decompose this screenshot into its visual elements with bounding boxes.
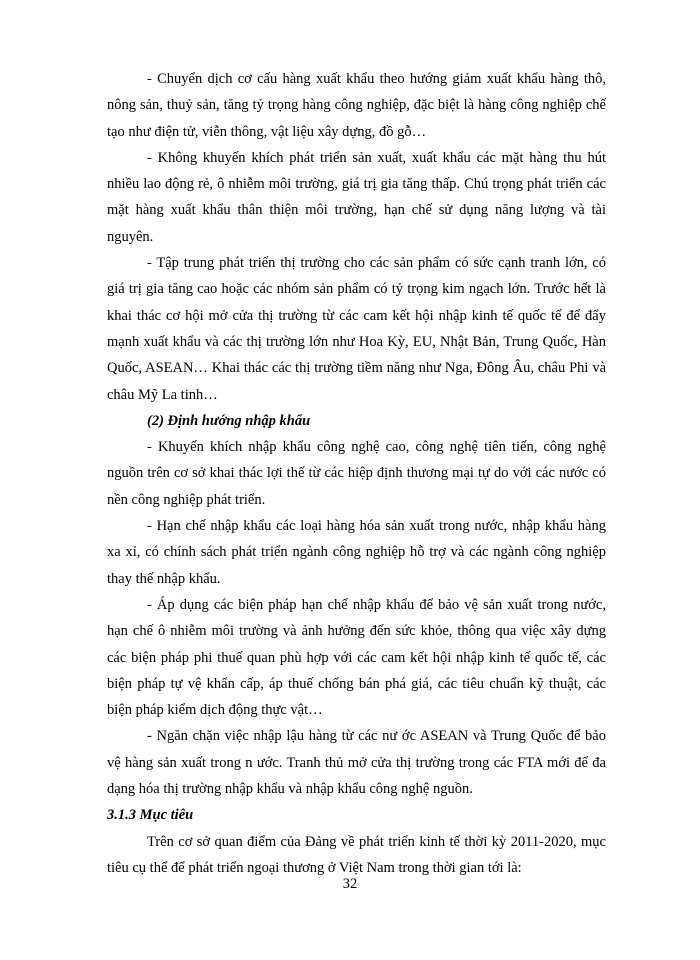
page-body <box>107 66 606 881</box>
import-bullet-3: - Áp dụng các biện pháp hạn chế nhập khẩu để bảo vệ sản xuất trong nước, hạn chế ô nhiễm môi trường và ảnh hưởng đến sức khỏe, thông qua việc xây dựng các biện pháp phi thuế quan phù hợp với các cam kết hội nhập kinh tế quốc tế, các biện pháp tự vệ khẩn cấp, áp thuế chống bán phá giá, các tiêu chuẩn kỹ thuật, các biện pháp kiểm dịch động thực vật… <box>107 596 606 719</box>
export-bullet-1: - Chuyển dịch cơ cấu hàng xuất khẩu theo hướng giảm xuất khẩu hàng thô, nông sản, thuỷ sản, tăng tỷ trọng hàng công nghiệp, đặc biệt là hàng công nghiệp chế tạo như điện tử, viễn thông, vật liệu xây dựng, đồ gỗ… <box>107 71 606 140</box>
import-bullet-2: - Hạn chế nhập khẩu các loại hàng hóa sản xuất trong nước, nhập khẩu hàng xa xỉ, có chính sách phát triển ngành công nghiệp hỗ trợ và các ngành công nghiệp thay thế nhập khẩu. <box>107 518 606 587</box>
section-intro: Trên cơ sở quan điểm của Đảng về phát triển kinh tế thời kỳ 2011-2020, mục tiêu cụ thể để phát triển ngoại thương ở Việt Nam trong thời gian tới là: <box>107 833 606 876</box>
export-bullet-3: - Tập trung phát triển thị trường cho các sản phẩm có sức cạnh tranh lớn, có giá trị gia tăng cao hoặc các nhóm sản phẩm có tỷ trọng kim ngạch lớn. Trước hết là khai thác cơ hội mở cửa thị trường từ các cam kết hội nhập kinh tế quốc tế để đẩy mạnh xuất khẩu và các thị trường lớn như Hoa Kỳ, EU, Nhật Bản, Trung Quốc, Hàn Quốc, ASEAN… Khai thác các thị trường tiềm năng như Nga, Đông Âu, châu Phi và châu Mỹ La tinh… <box>107 255 606 403</box>
page-number: 32 <box>342 876 358 892</box>
import-bullet-4: - Ngăn chặn việc nhập lậu hàng từ các nư ớc ASEAN và Trung Quốc để bảo vệ hàng sản xuất trong n ước. Tranh thủ mở cửa thị trường trong các FTA mới để đa dạng hóa thị trường nhập khẩu và nhập khẩu công nghệ nguồn. <box>107 728 606 798</box>
section-heading: 3.1.3 Mục tiêu <box>107 807 194 824</box>
import-orientation-heading: (2) Định hướng nhập khẩu <box>147 412 311 429</box>
export-bullet-2: - Không khuyến khích phát triển sản xuất, xuất khẩu các mặt hàng thu hút nhiều lao động rẻ, ô nhiễm môi trường, giá trị gia tăng thấp. Chú trọng phát triển các mặt hàng xuất khẩu thân thiện môi trường, hạn chế sử dụng năng lượng và tài nguyên. <box>107 149 606 245</box>
import-bullet-1: - Khuyến khích nhập khẩu công nghệ cao, công nghệ tiên tiến, công nghệ nguồn trên cơ sở khai thác lợi thế từ các hiệp định thương mại tự do với các nước có nền công nghiệp phát triển. <box>107 439 606 508</box>
